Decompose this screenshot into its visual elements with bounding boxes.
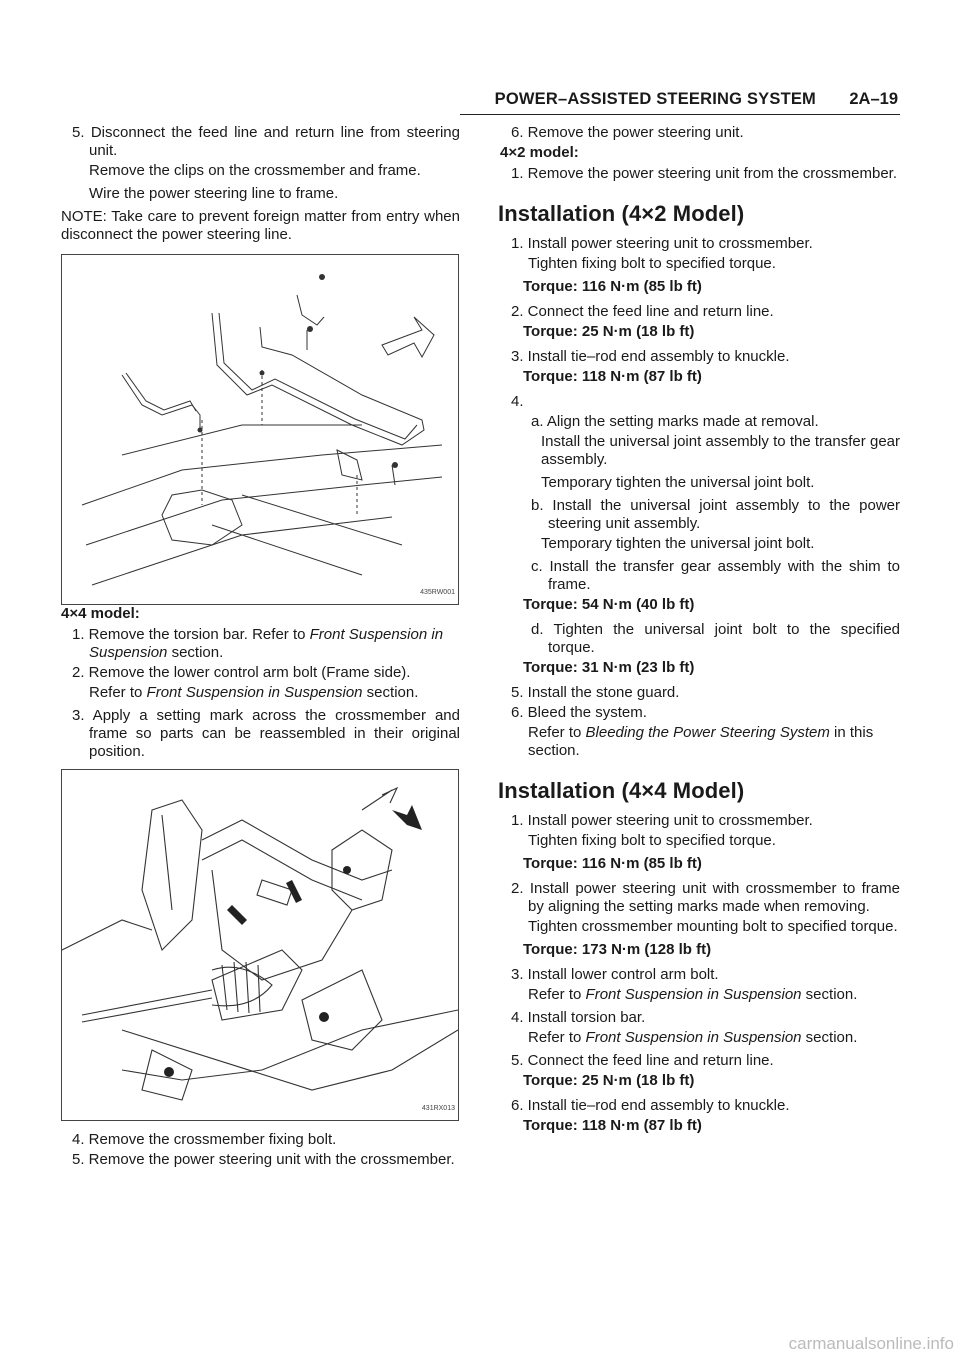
install-step-4c: c. Install the transfer gear assembly with the shim to frame. <box>531 558 900 593</box>
install-step-5: 5. Install the stone guard. <box>511 684 680 701</box>
step-5-wire-line: Wire the power steering line to frame. <box>89 185 339 202</box>
install-step-2: 2. Connect the feed line and return line. <box>511 303 774 320</box>
install-step-4b-temp: Temporary tighten the universal joint bolt. <box>541 535 815 552</box>
step-1-remove-torsion-bar: 1. Remove the torsion bar. Refer to Front Suspension in Suspension section. <box>72 626 444 661</box>
install-step-1-detail: Tighten fixing bolt to specified torque. <box>528 255 776 272</box>
step-6-remove-unit: 6. Remove the power steering unit. <box>511 124 744 141</box>
torque-spec: Torque: 25 N·m (18 lb ft) <box>523 1072 695 1089</box>
figure-crossmember <box>61 769 459 1121</box>
step-5-remove-clips: Remove the clips on the crossmember and frame. <box>89 162 421 179</box>
torque-spec: Torque: 25 N·m (18 lb ft) <box>523 323 695 340</box>
step-3-setting-mark: 3. Apply a setting mark across the crossmember and frame so parts can be reassembled in their original position. <box>72 707 460 760</box>
label-4x4-model: 4×4 model: <box>61 605 140 622</box>
install44-step-4-refer: Refer to Front Suspension in Suspension section. <box>528 1029 858 1046</box>
install44-step-2: 2. Install power steering unit with crossmember to frame by aligning the setting marks made when removing. <box>511 880 900 915</box>
left-column <box>61 124 460 1171</box>
install-step-1: 1. Install power steering unit to crossmember. <box>511 235 813 252</box>
install-step-4: 4. <box>511 393 524 410</box>
page-header <box>460 88 900 115</box>
install-step-3: 3. Install tie–rod end assembly to knuckle. <box>511 348 790 365</box>
install44-step-4: 4. Install torsion bar. <box>511 1009 646 1026</box>
torque-spec: Torque: 116 N·m (85 lb ft) <box>523 855 702 872</box>
install44-step-3-refer: Refer to Front Suspension in Suspension section. <box>528 986 858 1003</box>
heading-installation-4x2: Installation (4×2 Model) <box>498 201 745 226</box>
install-step-4b: b. Install the universal joint assembly to the power steering unit assembly. <box>531 497 900 532</box>
section-title: POWER–ASSISTED STEERING SYSTEM <box>494 90 816 108</box>
install-step-4a: a. Align the setting marks made at removal. <box>531 413 819 430</box>
install44-step-3: 3. Install lower control arm bolt. <box>511 966 719 983</box>
install44-step-6: 6. Install tie–rod end assembly to knuckle. <box>511 1097 790 1114</box>
note: NOTE: Take care to prevent foreign matter from entry when disconnect the power steering line. <box>61 208 460 243</box>
figure-code: 435RW001 <box>420 589 455 596</box>
install44-step-1-detail: Tighten fixing bolt to specified torque. <box>528 832 776 849</box>
install44-step-2-detail: Tighten crossmember mounting bolt to specified torque. <box>528 918 898 935</box>
label-4x2-model: 4×2 model: <box>500 144 579 161</box>
torque-spec: Torque: 118 N·m (87 lb ft) <box>523 1117 702 1134</box>
step-5-disconnect: 5. Disconnect the feed line and return line from steering unit. <box>72 124 460 159</box>
install-step-4d: d. Tighten the universal joint bolt to the specified torque. <box>531 621 900 656</box>
torque-spec: Torque: 118 N·m (87 lb ft) <box>523 368 702 385</box>
step-5-remove-unit: 5. Remove the power steering unit with the crossmember. <box>72 1151 455 1168</box>
install-step-6: 6. Bleed the system. <box>511 704 647 721</box>
torque-spec: Torque: 116 N·m (85 lb ft) <box>523 278 702 295</box>
install-step-4a-detail: Install the universal joint assembly to the transfer gear assembly. <box>541 433 900 468</box>
install-step-6-refer: Refer to Bleeding the Power Steering System in this section. <box>528 724 874 759</box>
torque-spec: Torque: 31 N·m (23 lb ft) <box>523 659 695 676</box>
crossmember-illustration <box>62 770 458 1120</box>
torque-spec: Torque: 173 N·m (128 lb ft) <box>523 941 712 958</box>
page-number: 2A–19 <box>849 90 898 108</box>
steering-line-illustration <box>62 255 458 604</box>
heading-installation-4x4: Installation (4×4 Model) <box>498 778 745 803</box>
install44-step-1: 1. Install power steering unit to crossmember. <box>511 812 813 829</box>
right-column <box>500 124 900 1142</box>
step-2-remove-control-arm-bolt: 2. Remove the lower control arm bolt (Frame side). <box>72 664 411 681</box>
step-4-remove-fixing-bolt: 4. Remove the crossmember fixing bolt. <box>72 1131 337 1148</box>
figure-code: 431RX013 <box>421 1105 455 1112</box>
figure-steering-line <box>61 254 459 605</box>
torque-spec: Torque: 54 N·m (40 lb ft) <box>523 596 695 613</box>
step-1-remove-from-crossmember: 1. Remove the power steering unit from the crossmember. <box>511 165 898 182</box>
install-step-4a-temp: Temporary tighten the universal joint bolt. <box>541 474 815 491</box>
watermark: carmanualsonline.info <box>788 1334 954 1353</box>
step-2-refer: Refer to Front Suspension in Suspension section. <box>89 684 419 701</box>
install44-step-5: 5. Connect the feed line and return line. <box>511 1052 774 1069</box>
